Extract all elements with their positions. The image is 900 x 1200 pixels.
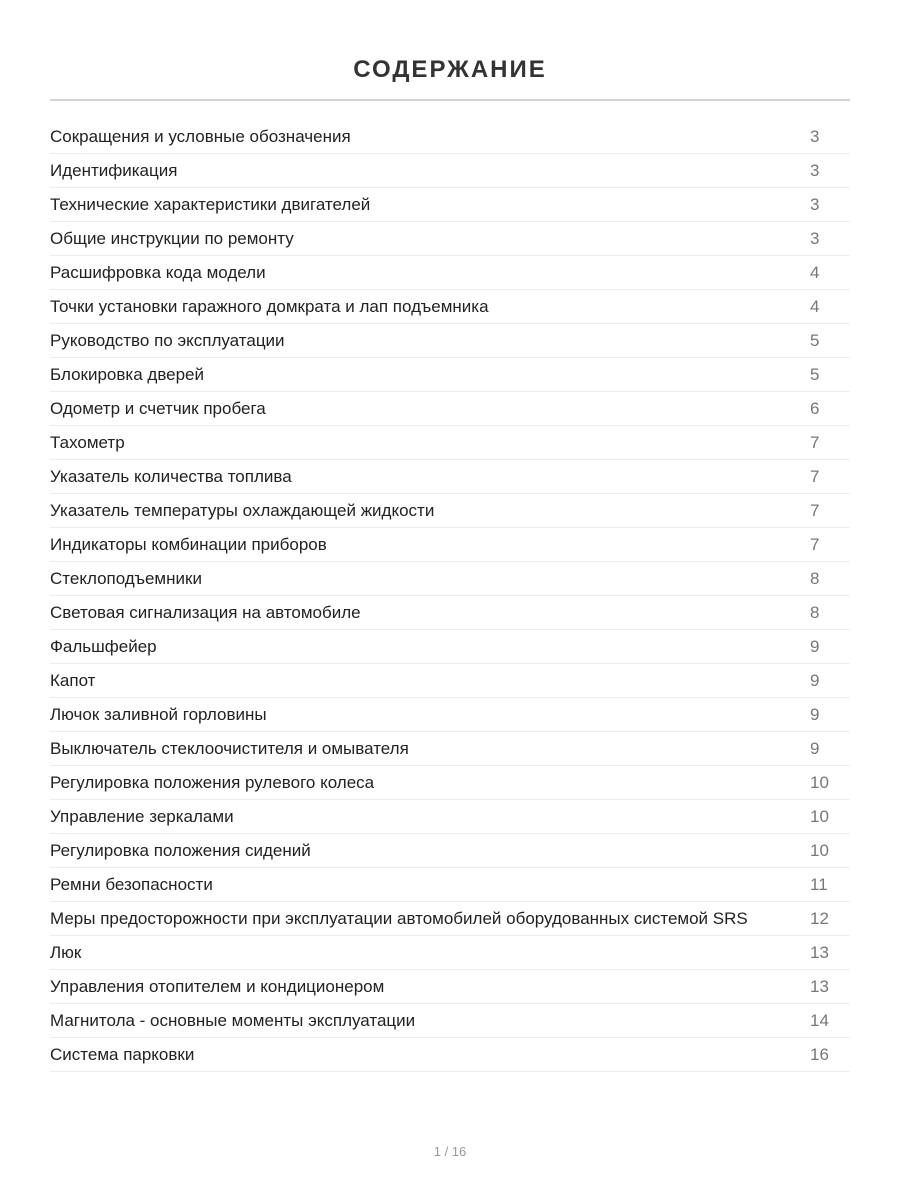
toc-entry-page-number: 10 bbox=[810, 773, 829, 792]
toc-entry-label[interactable]: Фальшфейер bbox=[50, 637, 157, 656]
toc-entry-page-number: 7 bbox=[810, 501, 820, 520]
toc-entry[interactable] bbox=[50, 188, 850, 222]
toc-entry[interactable] bbox=[50, 970, 850, 1004]
toc-entry-label[interactable]: Тахометр bbox=[50, 433, 125, 452]
toc-entry-label[interactable]: Капот bbox=[50, 671, 96, 690]
toc-entry-label[interactable]: Выключатель стеклоочистителя и омывателя bbox=[50, 739, 409, 758]
toc-entry-label[interactable]: Указатель температуры охлаждающей жидкости bbox=[50, 501, 435, 520]
toc-entry-page-number: 14 bbox=[810, 1011, 829, 1030]
table-of-contents bbox=[50, 120, 850, 1072]
toc-entry[interactable] bbox=[50, 936, 850, 970]
toc-entry-page-number: 13 bbox=[810, 943, 829, 962]
toc-entry-label[interactable]: Лючок заливной горловины bbox=[50, 705, 267, 724]
toc-entry-page-number: 13 bbox=[810, 977, 829, 996]
toc-entry-label[interactable]: Система парковки bbox=[50, 1045, 195, 1064]
toc-entry-page-number: 7 bbox=[810, 535, 820, 554]
toc-entry[interactable] bbox=[50, 324, 850, 358]
toc-entry[interactable] bbox=[50, 392, 850, 426]
toc-entry-page-number: 3 bbox=[810, 161, 820, 180]
toc-entry-label[interactable]: Магнитола - основные моменты эксплуатации bbox=[50, 1011, 416, 1030]
toc-entry[interactable] bbox=[50, 800, 850, 834]
toc-entry[interactable] bbox=[50, 290, 850, 324]
toc-entry-page-number: 9 bbox=[810, 637, 820, 656]
toc-entry-label[interactable]: Указатель количества топлива bbox=[50, 467, 292, 486]
toc-entry[interactable] bbox=[50, 868, 850, 902]
title-divider bbox=[50, 99, 850, 101]
toc-entry[interactable] bbox=[50, 630, 850, 664]
toc-entry-label[interactable]: Блокировка дверей bbox=[50, 365, 205, 384]
toc-entry-page-number: 9 bbox=[810, 705, 820, 724]
toc-entry[interactable] bbox=[50, 596, 850, 630]
toc-entry[interactable] bbox=[50, 426, 850, 460]
toc-entry[interactable] bbox=[50, 1004, 850, 1038]
toc-entry-page-number: 5 bbox=[810, 365, 820, 384]
toc-entry-page-number: 8 bbox=[810, 603, 820, 622]
toc-entry[interactable] bbox=[50, 120, 850, 154]
toc-entry[interactable] bbox=[50, 528, 850, 562]
toc-entry[interactable] bbox=[50, 664, 850, 698]
toc-entry-page-number: 11 bbox=[810, 875, 828, 894]
toc-entry-page-number: 5 bbox=[810, 331, 820, 350]
toc-entry-label[interactable]: Идентификация bbox=[50, 161, 178, 180]
toc-entry[interactable] bbox=[50, 766, 850, 800]
toc-entry-label[interactable]: Люк bbox=[50, 943, 82, 962]
toc-entry-label[interactable]: Ремни безопасности bbox=[50, 875, 213, 894]
toc-entry-label[interactable]: Индикаторы комбинации приборов bbox=[50, 535, 327, 554]
page-indicator: 1 / 16 bbox=[433, 1144, 467, 1159]
toc-entry[interactable] bbox=[50, 358, 850, 392]
toc-entry-label[interactable]: Управление зеркалами bbox=[50, 807, 234, 826]
toc-entry-label[interactable]: Световая сигнализация на автомобиле bbox=[50, 603, 361, 622]
toc-entry-page-number: 10 bbox=[810, 841, 829, 860]
toc-entry[interactable] bbox=[50, 834, 850, 868]
toc-entry-label[interactable]: Технические характеристики двигателей bbox=[50, 195, 371, 214]
toc-entry[interactable] bbox=[50, 154, 850, 188]
toc-entry-page-number: 8 bbox=[810, 569, 820, 588]
toc-entry-page-number: 7 bbox=[810, 467, 820, 486]
toc-entry-page-number: 10 bbox=[810, 807, 829, 826]
toc-entry[interactable] bbox=[50, 256, 850, 290]
toc-entry-page-number: 4 bbox=[810, 263, 820, 282]
toc-entry-page-number: 3 bbox=[810, 229, 820, 248]
toc-entry-page-number: 4 bbox=[810, 297, 820, 316]
toc-entry-page-number: 6 bbox=[810, 399, 820, 418]
toc-entry-label[interactable]: Меры предосторожности при эксплуатации автомобилей оборудованных системой SRS bbox=[50, 909, 748, 928]
toc-entry-label[interactable]: Сокращения и условные обозначения bbox=[50, 127, 351, 146]
toc-entry-label[interactable]: Точки установки гаражного домкрата и лап подъемника bbox=[50, 297, 489, 316]
toc-entry[interactable] bbox=[50, 732, 850, 766]
toc-entry-label[interactable]: Регулировка положения рулевого колеса bbox=[50, 773, 375, 792]
toc-entry-label[interactable]: Управления отопителем и кондиционером bbox=[50, 977, 385, 996]
toc-entry-page-number: 3 bbox=[810, 195, 820, 214]
toc-entry[interactable] bbox=[50, 698, 850, 732]
toc-entry-page-number: 12 bbox=[810, 909, 829, 928]
toc-entry-label[interactable]: Стеклоподъемники bbox=[50, 569, 202, 588]
toc-entry-label[interactable]: Руководство по эксплуатации bbox=[50, 331, 285, 350]
toc-entry[interactable] bbox=[50, 1038, 850, 1072]
toc-entry[interactable] bbox=[50, 902, 850, 936]
toc-entry-label[interactable]: Расшифровка кода модели bbox=[50, 263, 266, 282]
toc-entry-label[interactable]: Общие инструкции по ремонту bbox=[50, 229, 294, 248]
toc-entry[interactable] bbox=[50, 562, 850, 596]
toc-entry[interactable] bbox=[50, 222, 850, 256]
toc-entry-page-number: 7 bbox=[810, 433, 820, 452]
toc-entry-page-number: 16 bbox=[810, 1045, 829, 1064]
toc-entry-page-number: 9 bbox=[810, 671, 820, 690]
toc-entry[interactable] bbox=[50, 460, 850, 494]
toc-entry[interactable] bbox=[50, 494, 850, 528]
page-title: СОДЕРЖАНИЕ bbox=[353, 56, 547, 84]
toc-entry-page-number: 9 bbox=[810, 739, 820, 758]
toc-entry-page-number: 3 bbox=[810, 127, 820, 146]
toc-entry-label[interactable]: Регулировка положения сидений bbox=[50, 841, 311, 860]
toc-entry-label[interactable]: Одометр и счетчик пробега bbox=[50, 399, 266, 418]
